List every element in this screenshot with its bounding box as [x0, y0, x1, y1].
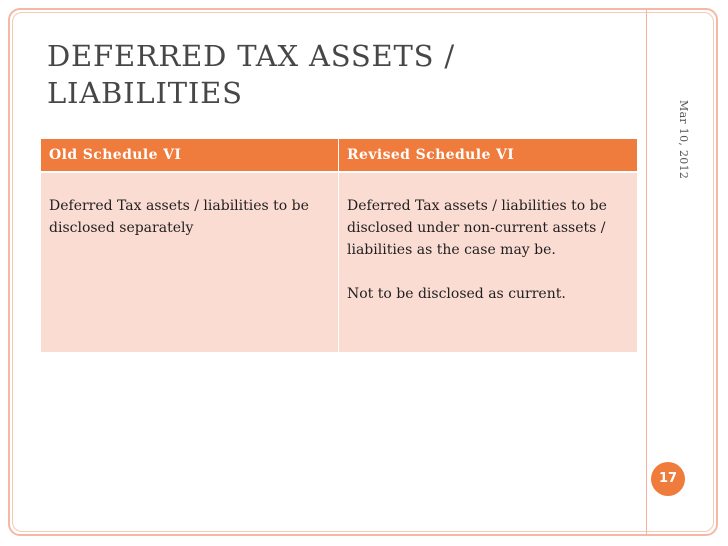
slide-date: Mar 10, 2012 — [677, 100, 690, 180]
header-revised-schedule: Revised Schedule VI — [339, 139, 638, 173]
page-number-badge: 17 — [651, 462, 685, 496]
revised-schedule-cell — [339, 172, 638, 352]
table-header-row — [41, 139, 638, 173]
revised-schedule-text-1: Deferred Tax assets / liabilities to be disclosed under non-current assets / liabilities as the case may be. — [347, 198, 607, 258]
old-schedule-cell — [41, 172, 339, 352]
slide-title: DEFERRED TAX ASSETS / LIABILITIES — [47, 39, 455, 110]
comparison-table — [40, 138, 638, 353]
revised-schedule-text-2: Not to be disclosed as current. — [347, 286, 566, 302]
header-old-schedule: Old Schedule VI — [41, 139, 339, 173]
side-divider-line — [646, 10, 647, 536]
table-row — [41, 172, 638, 352]
old-schedule-text: Deferred Tax assets / liabilities to be disclosed separately — [49, 198, 309, 236]
